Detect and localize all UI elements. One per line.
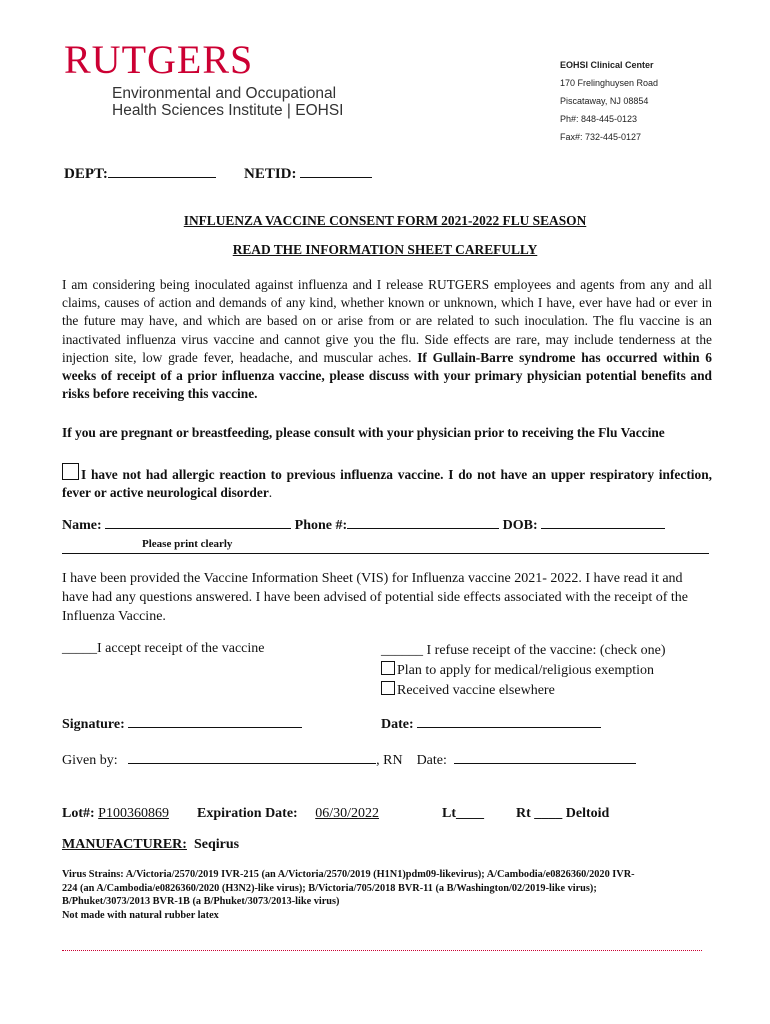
- fax-number: Fax#: 732-445-0127: [560, 132, 642, 142]
- release-text: I am considering being inoculated against influenza and I release RUTGERS employees and agents from any and all claims, causes of action and demands of any kind, whether known or unknown, which I have, ever have had or ever in the future may have, and which are based on or arise from or are related to such inoculation. The flu vaccine is an inactivated influenza virus vaccine and cannot give you the flu. Side effects are rare, may include tenderness at the injection site, low grade fever, headache, and muscular aches.: [62, 277, 712, 365]
- refuse-label: I refuse receipt of the vaccine: (check one): [423, 643, 666, 658]
- allergy-period: .: [268, 485, 273, 501]
- print-hint: Please print clearly: [142, 538, 233, 550]
- elsewhere-checkbox[interactable]: [381, 681, 395, 695]
- address-line2: Piscataway, NJ 08854: [560, 96, 649, 106]
- right-deltoid-field[interactable]: [516, 806, 609, 822]
- left-deltoid-field[interactable]: [442, 806, 484, 822]
- refuse-block: [381, 641, 666, 701]
- dept-field[interactable]: [64, 166, 216, 183]
- expiration-date: 06/30/2022: [315, 806, 379, 821]
- allergy-statement-row: [62, 463, 712, 502]
- signature-blank[interactable]: [128, 727, 302, 728]
- given-by-row: [62, 753, 636, 769]
- elsewhere-option[interactable]: [381, 681, 666, 701]
- refuse-blank[interactable]: ______: [381, 643, 423, 658]
- phone-number: Ph#: 848-445-0123: [560, 114, 638, 124]
- dob-blank[interactable]: [541, 528, 665, 529]
- given-by-blank[interactable]: [128, 763, 376, 764]
- expiration-label: Expiration Date:: [197, 806, 298, 821]
- name-label: Name:: [62, 518, 102, 533]
- allergy-statement: I have not had allergic reaction to previous influenza vaccine. I do not have an upper respiratory infection, fever or active neurological disorder: [62, 467, 712, 501]
- phone-label: Phone #:: [294, 518, 348, 533]
- rt-label: Rt: [516, 806, 531, 821]
- personal-info-row: [62, 518, 665, 534]
- given-by-label: Given by:: [62, 753, 118, 768]
- refuse-row[interactable]: [381, 641, 666, 661]
- logo-subtitle-line1: Environmental and Occupational: [112, 85, 337, 102]
- logo-subtitle-line2: Health Sciences Institute | EOHSI: [112, 102, 344, 119]
- accept-blank[interactable]: _____: [62, 641, 97, 656]
- netid-blank[interactable]: [300, 177, 372, 178]
- form-title: INFLUENZA VACCINE CONSENT FORM 2021-2022 FLU SEASON: [183, 213, 587, 228]
- form-subtitle: READ THE INFORMATION SHEET CAREFULLY: [232, 242, 538, 257]
- strains-line2: 224 (an A/Cambodia/e0826360/2020 (H3N2)-like virus); B/Victoria/705/2018 BVR-11 (a B/Washington/02/2019-like virus);: [62, 882, 597, 894]
- gbs-warning: If Gullain-Barre syndrome has occurred within 6 weeks of receipt of a prior influenza vaccine, please discuss with your primary physician potential benefits and risks before receiving this vaccine.: [62, 349, 712, 402]
- release-paragraph: [62, 276, 712, 403]
- name-blank[interactable]: [105, 528, 291, 529]
- expiration-group: [197, 806, 393, 822]
- signature-date-label: Date:: [381, 717, 414, 732]
- phone-blank[interactable]: [347, 528, 499, 529]
- given-date-label: Date:: [416, 753, 447, 768]
- divider-line: [62, 553, 709, 554]
- manufacturer-label: MANUFACTURER:: [62, 837, 187, 852]
- strains-line3: B/Phuket/3073/2013 BVR-1B (a B/Phuket/3073/2013-like virus): [62, 896, 340, 907]
- latex-notice: Not made with natural rubber latex: [62, 909, 219, 921]
- lt-blank[interactable]: ____: [456, 806, 484, 821]
- exemption-option[interactable]: [381, 661, 666, 681]
- lot-label: Lot#:: [62, 806, 95, 821]
- rutgers-logo: RUTGERS: [64, 37, 254, 82]
- signature-date-blank[interactable]: [417, 727, 601, 728]
- lt-label: Lt: [442, 806, 456, 821]
- manufacturer-name: Seqirus: [193, 837, 240, 852]
- clinic-name: EOHSI Clinical Center: [560, 60, 654, 70]
- signature-label: Signature:: [62, 717, 125, 732]
- virus-strains: [62, 868, 722, 922]
- lot-number: P100360869: [98, 806, 169, 821]
- address-line1: 170 Frelinghuysen Road: [560, 78, 659, 88]
- netid-field[interactable]: [244, 166, 372, 183]
- exemption-checkbox[interactable]: [381, 661, 395, 675]
- given-date-blank[interactable]: [454, 763, 636, 764]
- netid-label: NETID:: [244, 166, 297, 182]
- strains-line1: Virus Strains: A/Victoria/2570/2019 IVR-215 (an A/Victoria/2570/2019 (H1N1)pdm09-likevirus); A/Cambodia/e0826360/2020 IVR-: [62, 869, 635, 880]
- exemption-label: Plan to apply for medical/religious exemption: [397, 663, 654, 678]
- allergy-checkbox[interactable]: [62, 463, 79, 480]
- manufacturer-row: [62, 837, 239, 853]
- dept-label: DEPT:: [64, 166, 108, 182]
- deltoid-label: Deltoid: [565, 806, 610, 821]
- dob-label: DOB:: [502, 518, 538, 533]
- footer-rule: [62, 950, 702, 951]
- accept-label: I accept receipt of the vaccine: [97, 641, 265, 656]
- signature-field[interactable]: [62, 717, 302, 733]
- lot-label-group: [62, 806, 169, 822]
- signature-date-field[interactable]: [381, 717, 601, 733]
- pregnancy-notice: If you are pregnant or breastfeeding, please consult with your physician prior to receiving the Flu Vaccine: [62, 425, 665, 440]
- dept-blank[interactable]: [108, 177, 216, 178]
- vis-paragraph: I have been provided the Vaccine Information Sheet (VIS) for Influenza vaccine 2021- 2022. I have read it and have had any questions answered. I have been advised of potential side effects associated with the receipt of the Influenza Vaccine.: [62, 571, 689, 624]
- accept-row[interactable]: [62, 641, 265, 657]
- rt-blank[interactable]: ____: [534, 806, 563, 821]
- rn-label: , RN: [376, 753, 403, 768]
- elsewhere-label: Received vaccine elsewhere: [397, 683, 555, 698]
